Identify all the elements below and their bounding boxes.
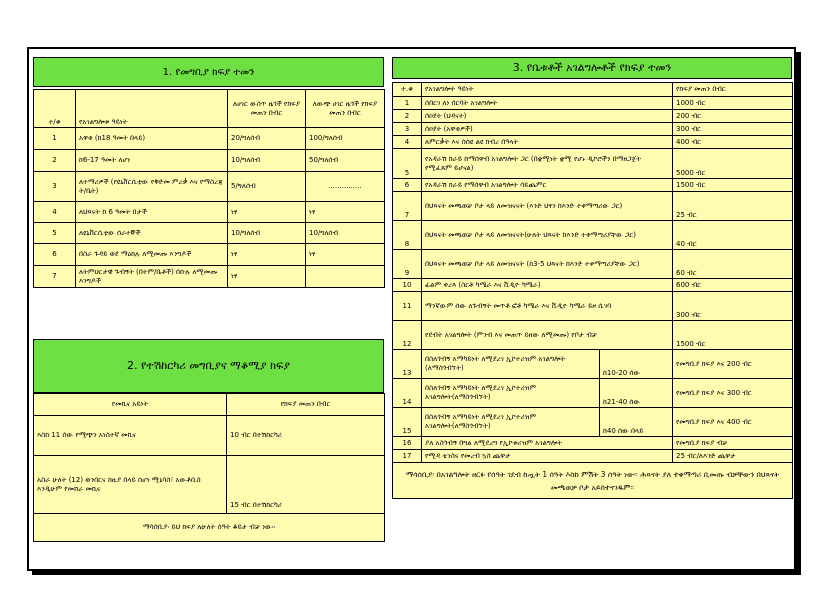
- row-service-type: ፊልም ቀረጻ (ስርቶ ካሜራ እና ቪዲዮ ካሜራ): [422, 279, 673, 292]
- row-num: 4: [393, 136, 422, 149]
- row-fee: 400 ብር: [673, 136, 793, 149]
- table-row: [393, 292, 793, 321]
- table-header-row: [393, 83, 793, 97]
- col-header-num: ተ.ቁ: [393, 83, 422, 97]
- row-local-fee: ነፃ: [228, 202, 306, 223]
- col-header-foreign: ለውጭ ሀገር ዜጎች የክፍያ መጠን በብር: [306, 90, 385, 128]
- table-row: [393, 136, 793, 149]
- entrance-fee-section: [33, 57, 384, 288]
- row-type: ለህጻናት ከ 6 ዓመት በታች: [76, 202, 228, 223]
- row-fee: 200 ብር: [673, 110, 793, 123]
- col-header-num: ተ/ቁ: [34, 90, 76, 128]
- row-group-size: ከ21-40 ሰው: [600, 379, 673, 408]
- row-foreign-fee: 50/ግለሰብ: [306, 150, 385, 172]
- table-row: [393, 450, 793, 463]
- row-num: 11: [393, 292, 422, 321]
- row-num: 2: [393, 110, 422, 123]
- row-foreign-fee: 10/ግለሰብ: [306, 223, 385, 244]
- row-service-type: ለምርቃት እና ሰሰዩ ልዩ ክብረ በዓላት: [422, 136, 673, 149]
- row-fee: 10 ብር በተሽከርካሪ: [227, 416, 385, 456]
- vehicle-fee-note: ማሳሰቢያ፡ ይህ ክፍያ ለሁለት ሰዓት ቆይታ ብቻ ነው፡፡: [34, 514, 385, 542]
- row-num: 5: [34, 223, 76, 244]
- row-local-fee: 10/ግለሰብ: [228, 150, 306, 172]
- row-group-size: ከ10-20 ሰው: [600, 350, 673, 379]
- row-service-type: ማንኛውም ሰው ለጉብኝት መጥቶ ፎቶ ካሜራ እና ቪዲዮ ካሜራ ይዞ ሲገባ: [422, 292, 673, 321]
- row-local-fee: 5/ግለሰብ: [228, 172, 306, 202]
- row-service-type: በስለጎብኝ አማካይነት ለሚደረገ ኢኮተሪዝም አገልግሎት (ለማስጎብኘት): [422, 350, 600, 379]
- row-service-type: ሰበርገ ለነ ሰርባት አገልግሎት: [422, 97, 673, 110]
- row-fee: 15 ብር በተሽከርካሪ: [227, 456, 385, 514]
- row-type: በስራ ጉዳይ ወደ ማዕከሉ ለሚመጡ እንግዶች: [76, 244, 228, 266]
- row-service-type: በህጻናት መጫወቻ ቦታ ላይ ለመዝናናት(ሁለት ህጻናት ከእንድ ተቀማጣሪያቸው ጋር): [422, 221, 673, 250]
- table-row: [393, 221, 793, 250]
- section3-title: [392, 57, 792, 79]
- row-type: አዋቂ (ከ18 ዓመት በላይ): [76, 128, 228, 150]
- section2-title: [33, 339, 384, 393]
- table-row: [34, 244, 385, 266]
- row-num: 9: [393, 250, 422, 279]
- col-header-type: የአገልግሎቱ ዓይነት: [76, 90, 228, 128]
- table-row: [34, 266, 385, 288]
- row-num: 10: [393, 279, 422, 292]
- row-fee: 5000 ብር: [673, 149, 793, 179]
- row-type: ለትምህርታዊ ጉብኝት (በትም/ቤቶች) በኩሉ ለሚመጡ እንግዶች: [76, 266, 228, 288]
- col-header-vehicle-type: የመኪና አይነት: [34, 394, 227, 416]
- row-local-fee: ነፃ: [228, 266, 306, 288]
- row-fee: የመግቢያ ክፍያ እና 300 ብር: [673, 379, 793, 408]
- row-fee: 25 ብር/ለእንድ ጨዋታ: [673, 450, 793, 463]
- row-service-type: ያለ አስጎብኝ በግል ለሚደረግ የኢኮቱሪዝም አገልግሎት: [422, 437, 673, 450]
- table-row: [34, 416, 385, 456]
- table-row: [393, 97, 793, 110]
- row-service-type: የደብት አገልግሎት (ምንብ እና መጠጥ ይዘው ለሚመጡ) የቦታ ብቻ: [422, 321, 673, 350]
- vehicle-fee-table: [33, 393, 385, 542]
- table-header-row: [34, 90, 385, 128]
- row-service-type: በህጻናት መጫወቻ ቦታ ላይ ለመዝናናት (እንድ ህፃን ከእንድ ተቀማጣሪው ጋር): [422, 192, 673, 221]
- vehicle-fee-section: [33, 339, 384, 542]
- table-row: [393, 149, 793, 179]
- row-vehicle-type: እስከ 11 ሰው የሚጭን አነስተኛ መኪና: [34, 416, 227, 456]
- table-row: [393, 192, 793, 221]
- col-header-fee: የክፍያ መጠን በብር: [227, 394, 385, 416]
- row-fee: 1000 ብር: [673, 97, 793, 110]
- row-vehicle-type: አስራ ሁለት (12) ወንበርና ከዚያ በላይ ሰሆነ ሚኒባስ፣ አውቶቢስ እንዲሁም የመሸራ መኪና: [34, 456, 227, 514]
- row-num: 2: [34, 150, 76, 172]
- row-fee: 300 ብር: [673, 292, 793, 321]
- entrance-fee-table: [33, 89, 385, 288]
- row-num: 8: [393, 221, 422, 250]
- row-num: 14: [393, 379, 422, 408]
- row-type: ለተማሪዎች (የዩኒቨርሲቲው የቅድመ ምረቃ እና የማስረጃ ት/ቤት): [76, 172, 228, 202]
- table-row: [393, 350, 793, 379]
- row-fee: 300 ብር: [673, 123, 793, 136]
- table-row: [34, 128, 385, 150]
- table-row: [393, 379, 793, 408]
- table-row: [393, 179, 793, 192]
- row-foreign-fee: ነፃ: [306, 202, 385, 223]
- hall-services-fee-section: [392, 57, 792, 499]
- table-row: [393, 279, 793, 292]
- row-service-type: በስለጎብኝ አማካይነት ለሚደረገ ኢኮተሪዝም አገልግሎት(ለማስጎብኘት): [422, 408, 600, 437]
- table-row: [393, 408, 793, 437]
- row-service-type: የአዳራሽ ክራይ ከማሰዋብ አገልግሎት ጋር (በቋሚነት ቋሚ የሆኑ ዲኮሮችን በማዘጋጀት የሚፈጸም ይሆናል): [422, 149, 673, 179]
- row-num: 1: [393, 97, 422, 110]
- row-service-type: ሰዐደት (ህዳናት): [422, 110, 673, 123]
- section2-title-text: 2. የተሽከርካሪ መግቢያና ማቆሚያ ክፍያ: [126, 359, 291, 372]
- row-num: 3: [393, 123, 422, 136]
- row-num: 5: [393, 149, 422, 179]
- section1-title: [33, 57, 384, 87]
- row-foreign-fee: [306, 266, 385, 288]
- row-num: 16: [393, 437, 422, 450]
- hall-services-note: ማሳሰቢያ፡ በአገልግሎት ዘርፉ የሰዓት ገደብ ከጧት 1 ሰዓት እስከ ምሽት 3 ሰዓት ነው፡፡ ሕጻናት ያለ ተቀማጣሪ ቢመጡ ብቻቸውን በህጻናት መጫወቻ ቦታ አይስተናገዱም፡፡: [393, 463, 793, 499]
- table-row: [34, 223, 385, 244]
- row-num: 6: [34, 244, 76, 266]
- row-num: 4: [34, 202, 76, 223]
- table-header-row: [34, 394, 385, 416]
- table-row: [393, 250, 793, 279]
- note-row: [34, 514, 385, 542]
- row-num: 15: [393, 408, 422, 437]
- row-fee: 60 ብር: [673, 250, 793, 279]
- row-type: ከ6-17 ዓመት ለሆነ: [76, 150, 228, 172]
- row-service-type: በህጻናት መጫወቻ ቦታ ላይ ለመዝናናት (ከ3-5 ህጻናት ከእንድ ተቀማጣሪያቸው ጋር): [422, 250, 673, 279]
- note-row: [393, 463, 793, 499]
- row-foreign-fee: ነፃ: [306, 244, 385, 266]
- row-foreign-fee: ...............: [306, 172, 385, 202]
- hall-services-fee-table: [392, 82, 793, 499]
- row-service-type: ሰዐደት (አዋቂዎች): [422, 123, 673, 136]
- row-fee: የመግቢያ ክፍያ ብቻ: [673, 437, 793, 450]
- row-service-type: የሚዳ ቴንስና የመረብ ኳስ ጨዋታ: [422, 450, 673, 463]
- row-fee: 25 ብር: [673, 192, 793, 221]
- section1-title-text: 1. የመግቢያ ክፍያ ተመን: [162, 66, 255, 78]
- row-service-type: በስለጎብኝ አማካይነት ለሚደረገ ኢኮተሪዝም አገልግሎት(ለማስጎብኘት): [422, 379, 600, 408]
- col-header-local: ለሀገር ውስጥ ዜጎች የክፍያ መጠን በብር: [228, 90, 306, 128]
- table-row: [34, 150, 385, 172]
- table-row: [34, 202, 385, 223]
- row-local-fee: ነፃ: [228, 244, 306, 266]
- row-foreign-fee: 100/ግለሰብ: [306, 128, 385, 150]
- row-local-fee: 20/ግለሰብ: [228, 128, 306, 150]
- row-local-fee: 10/ግለሰብ: [228, 223, 306, 244]
- row-num: 13: [393, 350, 422, 379]
- row-service-type: የአዳራሽ ክራይ የማሰዋብ አገልግሎት ሳይጨምር: [422, 179, 673, 192]
- table-row: [393, 110, 793, 123]
- row-fee: 1500 ብር: [673, 179, 793, 192]
- table-row: [393, 123, 793, 136]
- row-num: 6: [393, 179, 422, 192]
- row-num: 1: [34, 128, 76, 150]
- section3-title-text: 3. የቤቱቶች አገልግሎቶች የክፍያ ተመን: [512, 61, 672, 74]
- row-fee: 1500 ብር: [673, 321, 793, 350]
- row-group-size: ከ40 ሰው በላይ: [600, 408, 673, 437]
- col-header-fee: የክፍያ መጠን በብር: [673, 83, 793, 97]
- frame-shadow-right: [796, 52, 801, 574]
- table-row: [34, 172, 385, 202]
- row-fee: 600 ብር: [673, 279, 793, 292]
- row-num: 7: [34, 266, 76, 288]
- table-row: [34, 456, 385, 514]
- row-num: 17: [393, 450, 422, 463]
- row-num: 7: [393, 192, 422, 221]
- row-num: 3: [34, 172, 76, 202]
- row-num: 12: [393, 321, 422, 350]
- frame-shadow-bottom: [32, 571, 801, 575]
- row-type: ለዩኒቨርሲቲው ሰራተኞች: [76, 223, 228, 244]
- table-row: [393, 437, 793, 450]
- row-fee: የመግቢያ ክፍያ እና 200 ብር: [673, 350, 793, 379]
- table-row: [393, 321, 793, 350]
- row-fee: 40 ብር: [673, 221, 793, 250]
- row-fee: የመግቢያ ክፍያ እና 400 ብር: [673, 408, 793, 437]
- col-header-service-type: የአገልግሎት ዓይነት: [422, 83, 673, 97]
